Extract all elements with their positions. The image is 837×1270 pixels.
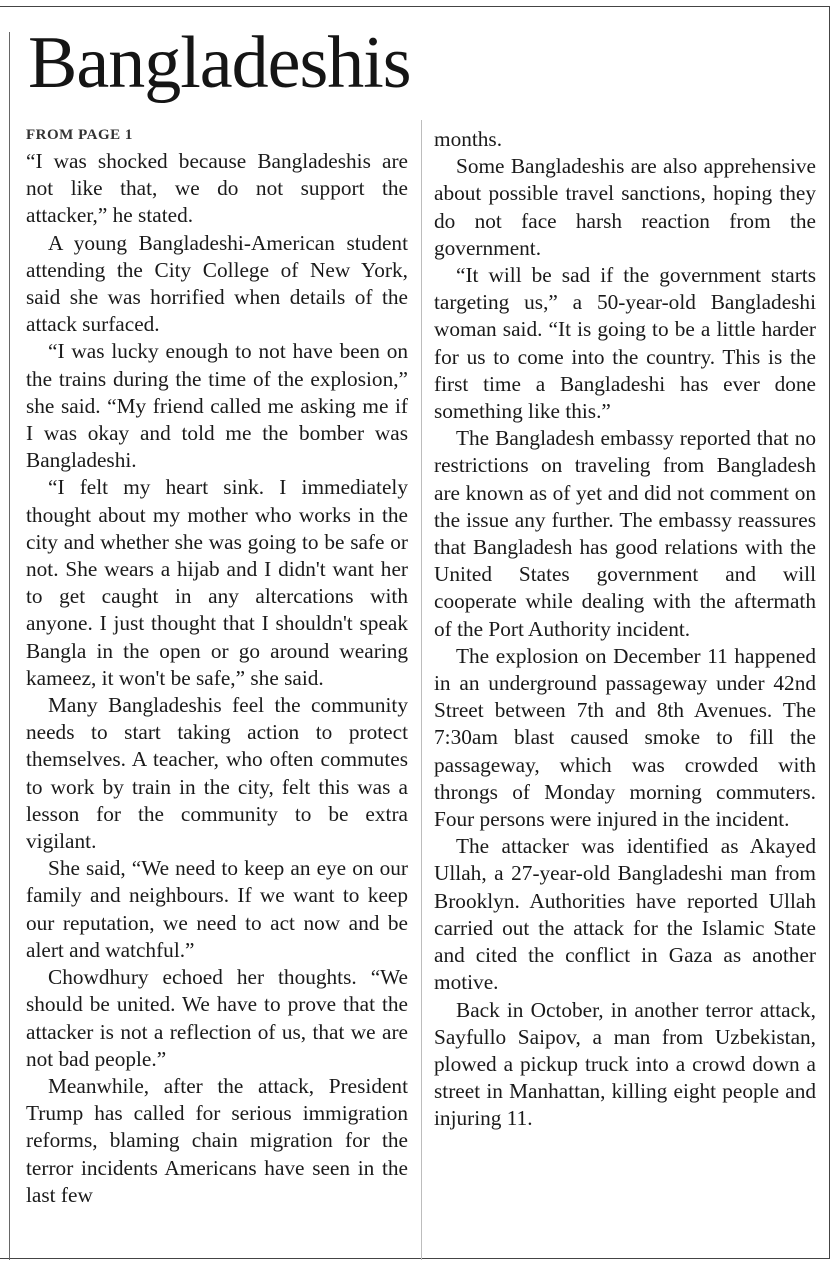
paragraph: “I felt my heart sink. I immediately thought about my mother who works in the city and whether she was going to be safe or not. She wears a hijab and I didn't want her to get caught in any altercations with anyone. I just thought that I shouldn't speak Bangla in the open or go around wearing kameez, it won't be safe,” she said.: [26, 475, 408, 690]
jump-line: FROM PAGE 1: [26, 127, 133, 143]
paragraph: months.: [434, 127, 503, 151]
article-column-left: [26, 126, 408, 1209]
paragraph: The attacker was identified as Akayed Ullah, a 27-year-old Bangladeshi man from Brooklyn. Authorities have reported Ullah carried out the attack for the Islamic State and cited the conflict in Gaza as another motive.: [434, 834, 816, 995]
paragraph: The Bangladesh embassy reported that no restrictions on traveling from Bangladesh are known as of yet and did not comment on the issue any further. The embassy reassures that Bangladesh has good relations with the United States government and will cooperate while dealing with the aftermath of the Port Authority incident.: [434, 426, 816, 641]
paragraph: “It will be sad if the government starts targeting us,” a 50-year-old Bangladeshi woman said. “It is going to be a little harder for us to come into the country. This is the first time a Bangladeshi has ever done something like this.”: [434, 263, 816, 424]
paragraph: A young Bangladeshi-American student attending the City College of New York, said she was horrified when details of the attack surfaced.: [26, 230, 408, 337]
right-border-rule: [829, 6, 830, 1258]
bottom-border-rule: [0, 1258, 830, 1259]
paragraph: Meanwhile, after the attack, President Trump has called for serious immigration reforms, blaming chain migration for the terror incidents Americans have seen in the last few: [26, 1073, 408, 1207]
article-column-right: [434, 126, 816, 1133]
left-border-rule: [9, 32, 10, 1260]
paragraph: “I was lucky enough to not have been on the trains during the time of the explosion,” she said. “My friend called me asking me if I was okay and told me the bomber was Bangladeshi.: [26, 339, 408, 473]
paragraph: Chowdhury echoed her thoughts. “We should be united. We have to prove that the attacker is not a reflection of us, that we are not bad people.”: [26, 965, 408, 1071]
paragraph: Some Bangladeshis are also apprehensive about possible travel sanctions, hoping they do not face harsh reaction from the government.: [434, 154, 816, 260]
paragraph: “I was shocked because Bangladeshis are not like that, we do not support the attacker,” he stated.: [26, 149, 408, 228]
column-divider: [421, 120, 422, 1260]
paragraph: She said, “We need to keep an eye on our family and neighbours. If we want to keep our reputation, we need to act now and be alert and watchful.”: [26, 856, 408, 962]
paragraph: Back in October, in another terror attack, Sayfullo Saipov, a man from Uzbekistan, plowed a pickup truck into a crowd down a street in Manhattan, killing eight people and injuring 11.: [434, 997, 816, 1131]
paragraph: Many Bangladeshis feel the community needs to start taking action to protect themselves. A teacher, who often commutes to work by train in the city, felt this was a lesson for the community to be extra vigilant.: [26, 693, 408, 854]
top-border-rule: [0, 6, 830, 7]
paragraph: The explosion on December 11 happened in an underground passageway under 42nd Street between 7th and 8th Avenues. The 7:30am blast caused smoke to fill the passageway, which was crowded with throngs of Monday morning commuters. Four persons were injured in the incident.: [434, 643, 816, 832]
article-headline: Bangladeshis: [28, 22, 411, 104]
